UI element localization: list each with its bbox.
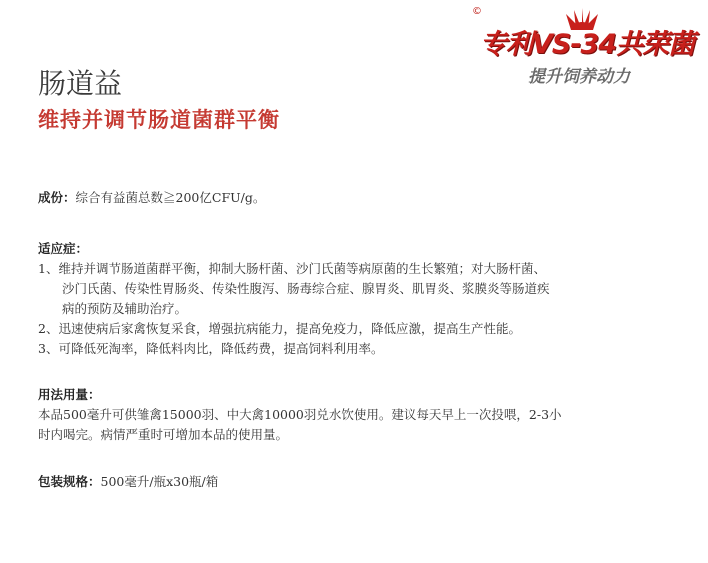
brand-name: 专利VS-34共荣菌 — [480, 29, 695, 60]
composition-text: 综合有益菌总数≧200亿CFU/g。 — [75, 190, 266, 205]
list-item — [38, 339, 678, 359]
product-subtitle: 维持并调节肠道菌群平衡 — [38, 108, 280, 132]
usage-label: 用法用量： — [38, 387, 101, 402]
indication-2: 2、迅速使病后家禽恢复采食，增强抗病能力，提高免疫力，降低应激，提高生产性能。 — [38, 321, 521, 336]
indications-label: 适应症： — [38, 241, 89, 256]
indications-section — [38, 239, 678, 359]
packaging-section — [38, 472, 678, 492]
brand-slogan: 提升饲养动力 — [528, 67, 630, 87]
usage-line-1: 本品500毫升可供雏禽15000羽、中大禽10000羽兑水饮使用。建议每天早上一次投喂，2-3小 — [38, 407, 562, 422]
usage-line-2: 时内喝完。病情严重时可增加本品的使用量。 — [38, 427, 289, 442]
copyright-mark: © — [472, 6, 482, 17]
indication-1-line-2: 沙门氏菌、传染性胃肠炎、传染性腹泻、肠毒综合症、腺胃炎、肌胃炎、浆膜炎等肠道疾 — [62, 281, 550, 296]
indication-1-line-3: 病的预防及辅助治疗。 — [62, 301, 188, 316]
list-item — [38, 319, 678, 339]
packaging-text: 500毫升/瓶x30瓶/箱 — [100, 474, 219, 489]
usage-section — [38, 385, 678, 445]
indication-3: 3、可降低死淘率，降低料肉比，降低药费，提高饲料利用率。 — [38, 341, 384, 356]
indications-list — [38, 259, 678, 359]
packaging-label: 包装规格： — [38, 474, 101, 489]
composition-section — [38, 188, 678, 208]
composition-label: 成份： — [38, 190, 76, 205]
list-item — [38, 259, 678, 319]
brand-logo — [470, 6, 700, 92]
indication-1-line-1: 1、维持并调节肠道菌群平衡，抑制大肠杆菌、沙门氏菌等病原菌的生长繁殖；对大肠杆菌、 — [38, 261, 546, 276]
product-title: 肠道益 — [38, 67, 123, 100]
